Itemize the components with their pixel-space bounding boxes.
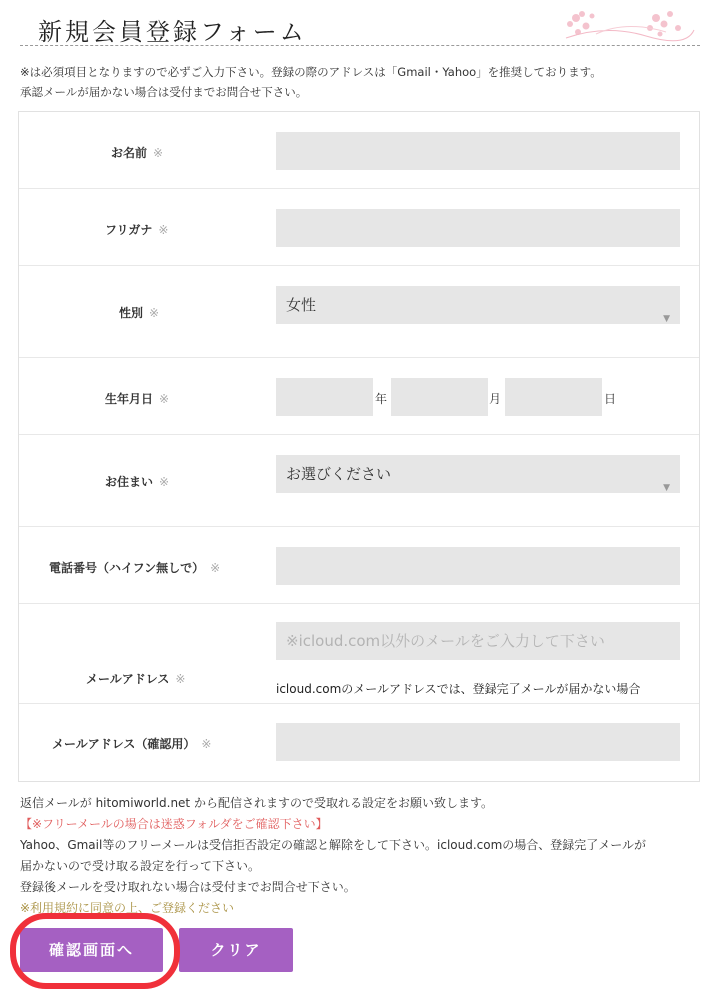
form-row-name (19, 112, 699, 189)
residence-label: お住まい ※ (105, 475, 170, 489)
email-label: メールアドレス ※ (86, 672, 186, 686)
email-icloud-note: icloud.comのメールアドレスでは、登録完了メールが届かない場合 (276, 682, 641, 696)
clear-button[interactable]: クリア (179, 928, 293, 972)
gender-select[interactable] (276, 286, 680, 324)
form-row-residence (19, 435, 699, 527)
form-row-kana (19, 189, 699, 266)
form-row-birthdate (19, 358, 699, 435)
footer-line-4: 届かないので受け取る設定を行って下さい。 (20, 859, 261, 873)
birth-year-input[interactable] (276, 378, 373, 416)
gender-label: 性別 ※ (119, 306, 160, 320)
floral-decoration-icon (556, 4, 696, 44)
spam-folder-warning: 【※フリーメールの場合は迷惑フォルダをご確認下さい】 (20, 817, 328, 831)
confirm-button[interactable]: 確認画面へ (20, 928, 163, 972)
footer-notes (20, 793, 700, 919)
footer-line-3: Yahoo、Gmail等のフリーメールは受信拒否設定の確認と解除をして下さい。icloud.comの場合、登録完了メールが (20, 838, 647, 852)
title-divider (20, 45, 700, 46)
residence-select-value: お選びください (286, 465, 392, 483)
phone-input[interactable] (276, 547, 680, 585)
form-row-email (19, 604, 699, 704)
residence-select[interactable] (276, 455, 680, 493)
page-title: 新規会員登録フォーム (38, 18, 307, 46)
name-input[interactable] (276, 132, 680, 170)
chevron-down-icon: ▼ (663, 314, 670, 324)
year-unit: 年 (375, 392, 388, 406)
form-row-gender (19, 266, 699, 358)
required-notice (20, 62, 700, 102)
highlight-circle (10, 913, 180, 989)
page-header (20, 0, 700, 48)
kana-input[interactable] (276, 209, 680, 247)
email-confirm-input[interactable] (276, 723, 680, 761)
day-unit: 日 (604, 392, 617, 406)
notice-line-1: ※は必須項目となりますので必ずご入力下さい。登録の際のアドレスは「Gmail・Yahoo」を推奨しております。 (20, 65, 602, 79)
terms-agreement-note: ※利用規約に同意の上、ご登録ください (20, 901, 235, 915)
gender-select-value: 女性 (286, 296, 317, 314)
birth-month-input[interactable] (391, 378, 488, 416)
email-input[interactable]: ※icloud.com以外のメールをご入力して下さい (276, 622, 680, 660)
form-row-email-confirm (19, 704, 699, 782)
name-label: お名前 ※ (111, 146, 164, 160)
phone-label: 電話番号（ハイフン無しで） ※ (49, 561, 221, 575)
month-unit: 月 (489, 392, 502, 406)
birth-day-input[interactable] (505, 378, 602, 416)
form-row-phone (19, 527, 699, 604)
chevron-down-icon: ▼ (663, 483, 670, 493)
notice-line-2: 承認メールが届かない場合は受付までお問合せ下さい。 (20, 85, 308, 99)
registration-form (18, 111, 700, 782)
kana-label: フリガナ ※ (105, 223, 169, 237)
email-confirm-label: メールアドレス（確認用） ※ (52, 737, 212, 751)
footer-line-1: 返信メールが hitomiworld.net から配信されますので受取れる設定をお願い致します。 (20, 796, 493, 810)
footer-line-5: 登録後メールを受け取れない場合は受付までお問合せ下さい。 (20, 880, 356, 894)
birthdate-label: 生年月日 ※ (105, 392, 170, 406)
